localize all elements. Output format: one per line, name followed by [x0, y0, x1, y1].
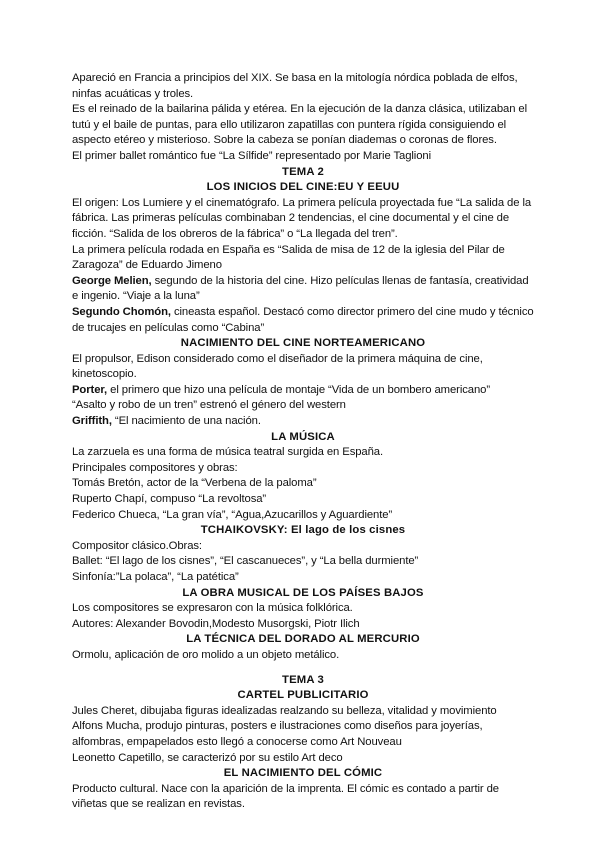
paragraph: Producto cultural. Nace con la aparición de la imprenta. El cómic es contado a partir de viñetas que se realizan en revistas.: [72, 782, 499, 811]
name-porter: Porter,: [72, 383, 108, 396]
text-porter: el primero que hizo una película de montaje “Vida de un bombero americano”: [107, 383, 490, 396]
line: Tomás Bretón, actor de la “Verbena de la paloma”: [72, 477, 317, 490]
paragraph: “Asalto y robo de un tren” estrenó el género del western: [72, 399, 346, 412]
name-griffith: Griffith,: [72, 415, 112, 428]
paragraph: La primera película rodada en España es “Salida de misa de 12 de la iglesia del Pilar de Zaragoza” de Eduardo Jimeno: [72, 243, 505, 272]
heading-musica: LA MÚSICA: [271, 430, 335, 443]
heading-paises-bajos: LA OBRA MUSICAL DE LOS PAÍSES BAJOS: [182, 586, 424, 599]
text-melies: segundo de la historia del cine. Hizo películas llenas de fantasía, creatividad e ingenio. “Viaje a la luna”: [72, 274, 529, 303]
text-chomon: cineasta español. Destacó como director primero del cine mudo y técnico de trucajes en películas como “Cabina”: [72, 305, 534, 334]
line: Principales compositores y obras:: [72, 461, 238, 474]
paragraph: El origen: Los Lumiere y el cinematógrafo. La primera película proyectada fue “La salida de la fábrica. Las primeras películas combinaban 2 tendencias, el cine documental y el cine de ficción. “Salida de los obreros de la fábrica” o “La llegada del tren”.: [72, 196, 532, 240]
paragraph: El primer ballet romántico fue “La Sílfide” representado por Marie Taglioni: [72, 149, 431, 162]
heading-comic: EL NACIMIENTO DEL CÓMIC: [223, 767, 383, 780]
line: Ruperto Chapí, compuso “La revoltosa”: [72, 493, 267, 506]
tema3-title: TEMA 3: [282, 673, 324, 686]
text-griffith: “El nacimiento de una nación.: [111, 415, 261, 428]
tema3-subtitle: CARTEL PUBLICITARIO: [237, 689, 369, 702]
spacer: [72, 664, 534, 673]
heading-dorado: LA TÉCNICA DEL DORADO AL MERCURIO: [186, 633, 420, 646]
tema2-title: TEMA 2: [282, 165, 324, 178]
paragraph: Apareció en Francia a principios del XIX. Se basa en la mitología nórdica poblada de elfos, ninfas acuáticas y troles.: [72, 72, 518, 100]
line: Jules Cheret, dibujaba figuras idealizadas realzando su belleza, vitalidad y movimiento: [72, 704, 497, 717]
name-chomon: Segundo Chomón,: [72, 305, 171, 318]
paragraph-chomon: [72, 305, 534, 336]
line: Ormolu, aplicación de oro molido a un objeto metálico.: [72, 648, 340, 661]
paragraph-melies: [72, 274, 534, 305]
name-melies: George Melien,: [72, 274, 152, 287]
paragraph: Es el reinado de la bailarina pálida y etérea. En la ejecución de la danza clásica, utilizaban el tutú y el baile de puntas, para ello utilizaron zapatillas con puntera rígida consiguiendo el aspecto etéreo y misterioso. Sobre la cabeza se ponían diademas o coronas de flores.: [72, 103, 528, 147]
line: Los compositores se expresaron con la música folklórica.: [72, 602, 353, 615]
heading-norteamericano: NACIMIENTO DEL CINE NORTEAMERICANO: [180, 337, 426, 350]
tema2-subtitle: LOS INICIOS DEL CINE:EU Y EEUU: [206, 181, 400, 194]
line: La zarzuela es una forma de música teatral surgida en España.: [72, 446, 384, 459]
paragraph-porter: [72, 383, 534, 399]
paragraph-griffith: [72, 414, 534, 430]
line: Federico Chueca, “La gran vía”, “Agua,Azucarillos y Aguardiente”: [72, 508, 393, 521]
line: Leonetto Capetillo, se caracterizó por su estilo Art deco: [72, 751, 343, 764]
paragraph: El propulsor, Edison considerado como el diseñador de la primera máquina de cine, kinetoscopio.: [72, 352, 483, 381]
line: Compositor clásico.Obras:: [72, 539, 202, 552]
document-page: [72, 71, 534, 813]
line: Ballet: “El lago de los cisnes”, “El cascanueces”, y “La bella durmiente”: [72, 555, 419, 568]
line: Alfons Mucha, produjo pinturas, posters e ilustraciones como diseños para joyerías, alfombras, empapelados esto llegó a conocerse como Art Nouveau: [72, 720, 483, 748]
heading-tchaikovsky: TCHAIKOVSKY: El lago de los cisnes: [200, 524, 406, 537]
line: Sinfonía:”La polaca”, “La patética”: [72, 571, 239, 583]
line: Autores: Alexander Bovodin,Modesto Musorgski, Piotr Ilich: [72, 617, 360, 630]
